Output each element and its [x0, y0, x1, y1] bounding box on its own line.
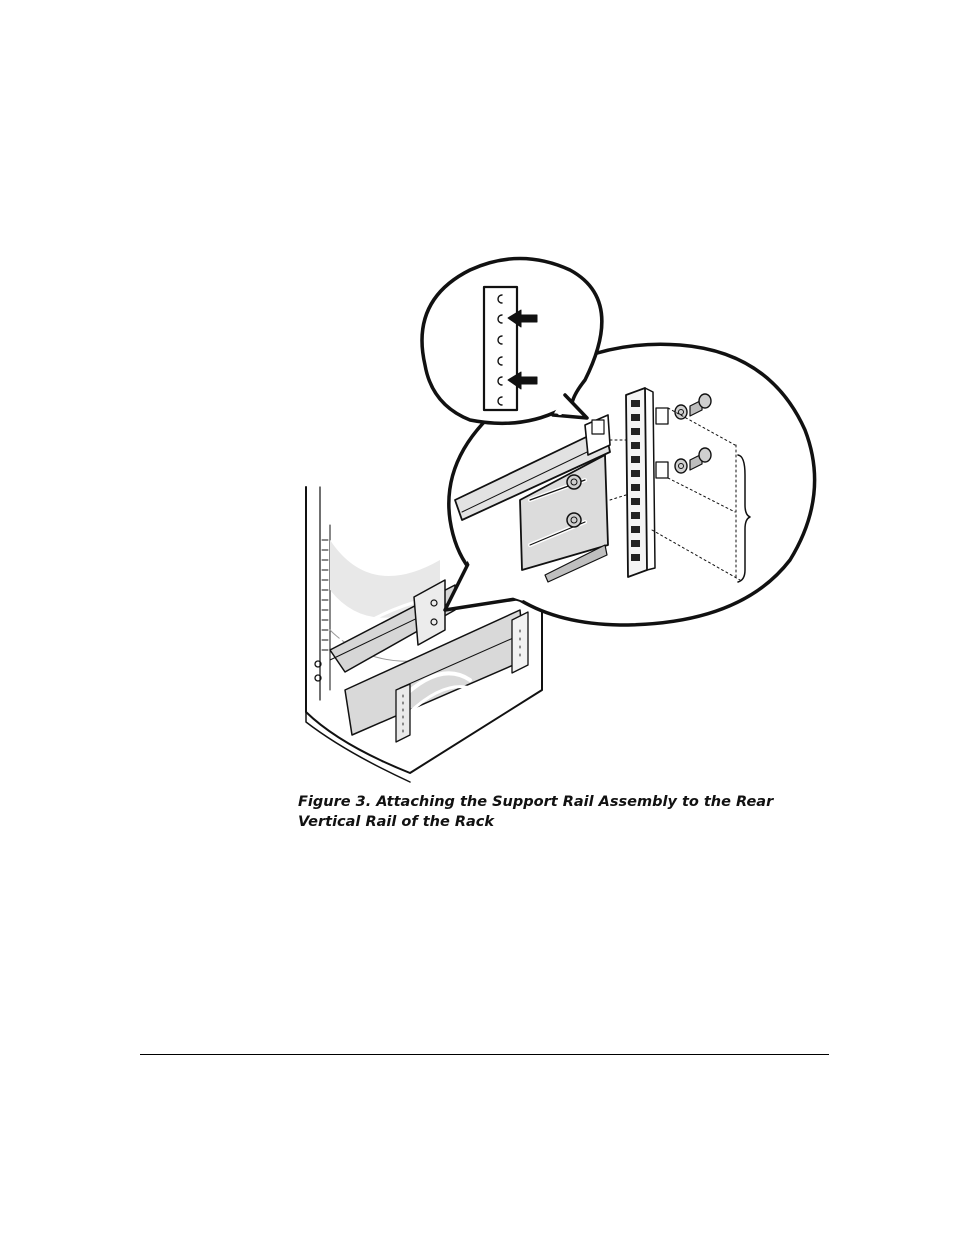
hole-detail-bubble [422, 259, 602, 424]
footer-rule [140, 1054, 829, 1055]
screw-icon [567, 513, 581, 527]
left-rail-holes [322, 540, 328, 650]
figure-caption: Figure 3. Attaching the Support Rail Assembly to the Rear Vertical Rail of the Rack [298, 794, 774, 830]
screw-icon [567, 475, 581, 489]
washer-icon [675, 405, 687, 419]
washer-icon [675, 459, 687, 473]
